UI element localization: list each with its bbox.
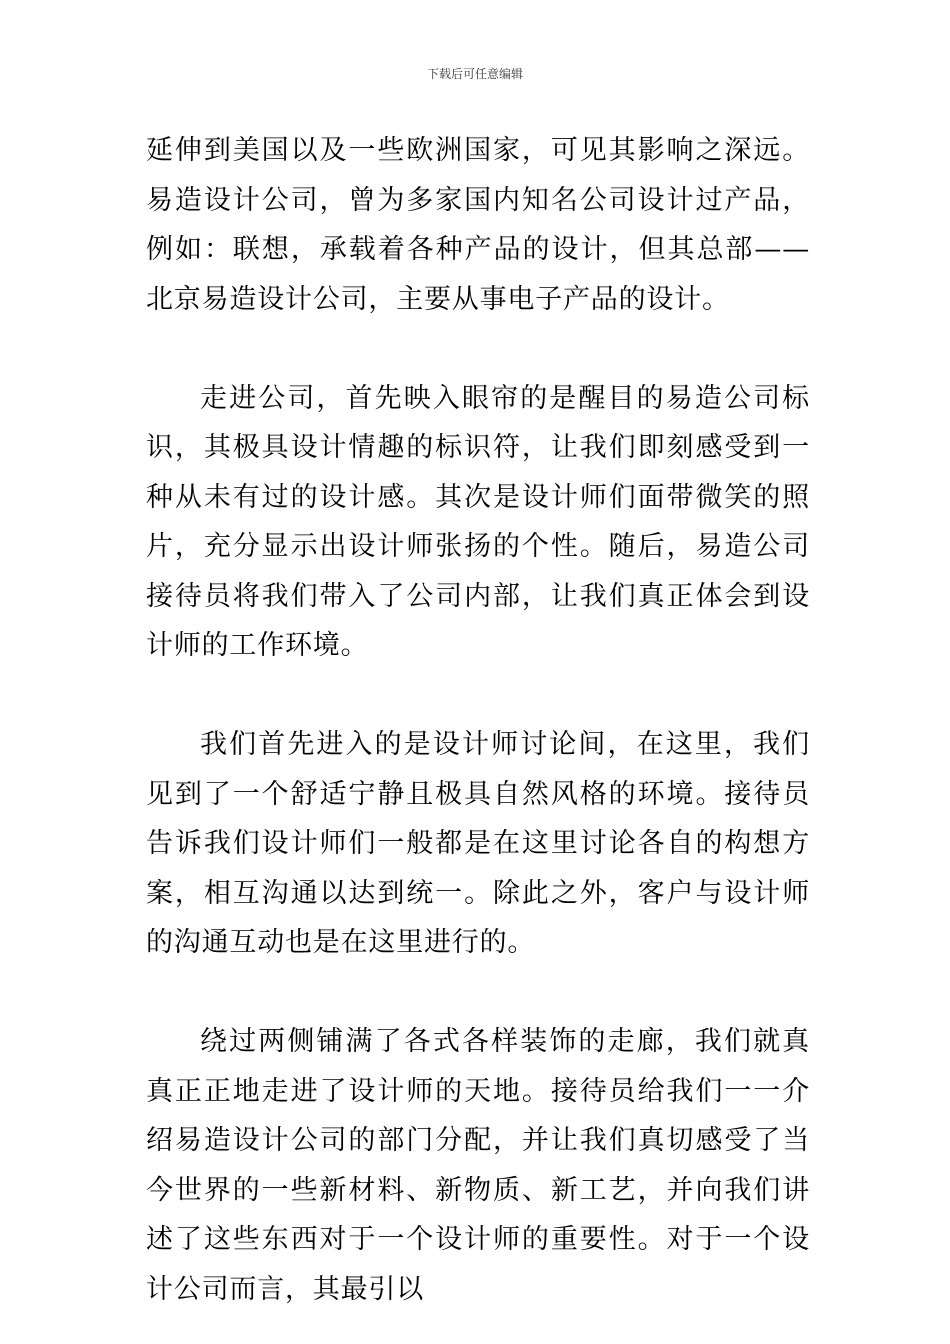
paragraph-3: 我们首先进入的是设计师讨论间，在这里，我们见到了一个舒适宁静且极具自然风格的环境。接待员告诉我们设计师们一般都是在这里讨论各自的构想方案，相互沟通以达到统一。除此之外，客户与设计师的沟通互动也是在这里进行的。 — [146, 729, 810, 958]
page-header: 下载后可任意编辑 — [426, 67, 523, 81]
document-body — [146, 126, 810, 1314]
paragraph-1: 延伸到美国以及一些欧洲国家，可见其影响之深远。易造设计公司，曾为多家国内知名公司设计过产品，例如：联想，承载着各种产品的设计，但其总部——北京易造设计公司，主要从事电子产品的设计。 — [146, 135, 810, 315]
paragraph-2: 走进公司，首先映入眼帘的是醒目的易造公司标识，其极具设计情趣的标识符，让我们即刻感受到一种从未有过的设计感。其次是设计师们面带微笑的照片，充分显示出设计师张扬的个性。随后，易造公司接待员将我们带入了公司内部，让我们真正体会到设计师的工作环境。 — [146, 382, 810, 661]
paragraph-4: 绕过两侧铺满了各式各样装饰的走廊，我们就真真正正地走进了设计师的天地。接待员给我们一一介绍易造设计公司的部门分配，并让我们真切感受了当今世界的一些新材料、新物质、新工艺，并向我们讲述了这些东西对于一个设计师的重要性。对于一个设计公司而言，其最引以 — [146, 1026, 810, 1305]
